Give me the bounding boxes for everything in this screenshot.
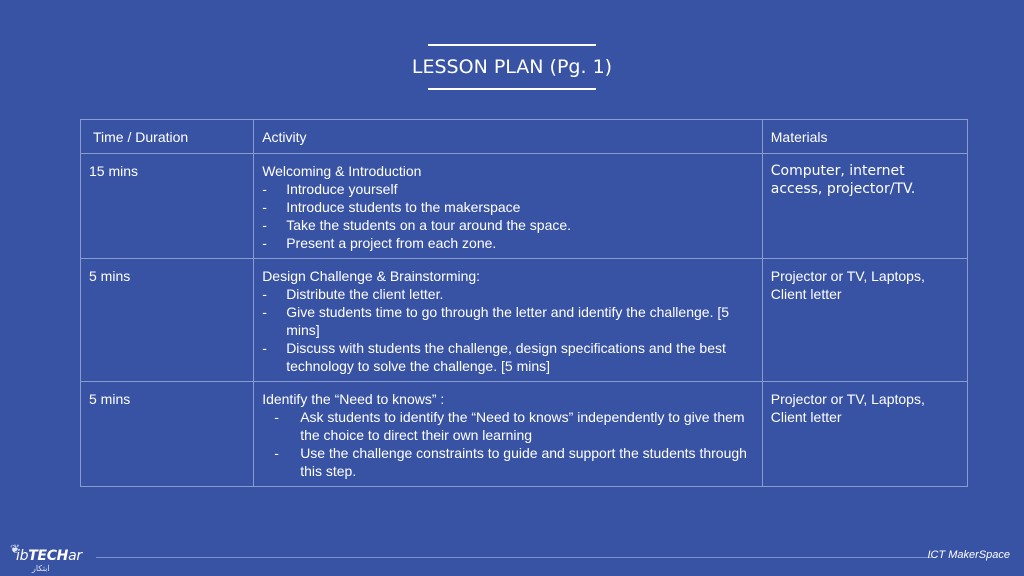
wing-icon: ❦ — [10, 542, 21, 556]
activity-cell — [254, 259, 763, 382]
activity-list — [262, 408, 754, 480]
list-item: - Introduce students to the makerspace — [262, 199, 521, 215]
footer-divider — [96, 557, 932, 558]
activity-list — [262, 285, 754, 375]
table-header-row — [81, 120, 968, 154]
header-materials: Materials — [762, 120, 967, 154]
page-title: LESSON PLAN (Pg. 1) — [411, 56, 613, 78]
list-item: - Use the challenge constraints to guide and support the students through this step. — [274, 445, 747, 479]
logo-arabic-text: ابتكار — [32, 564, 50, 573]
list-item: - Ask students to identify the “Need to knows” independently to give them the choice to direct their own learning — [274, 409, 745, 443]
lesson-plan-table — [80, 119, 968, 487]
materials-cell: Projector or TV, Laptops, Client letter — [762, 259, 967, 382]
list-item: - Give students time to go through the letter and identify the challenge. [5 mins] — [262, 304, 730, 338]
time-cell: 15 mins — [81, 154, 254, 259]
logo-text: ibTECHar — [16, 548, 82, 564]
activity-title: Identify the “Need to knows” : — [262, 391, 445, 407]
materials-cell: Projector or TV, Laptops, Client letter — [762, 382, 967, 487]
title-block — [0, 44, 1024, 90]
activity-cell — [254, 382, 763, 487]
list-item: - Discuss with students the challenge, design specifications and the best technology to solve the challenge. [5 mins] — [262, 340, 726, 374]
title-rule-bottom — [428, 88, 596, 90]
table-row — [81, 382, 968, 487]
table-row — [81, 259, 968, 382]
ibtechar-logo — [10, 540, 92, 574]
activity-list — [262, 180, 754, 252]
footer-label: ICT MakerSpace — [927, 549, 1010, 561]
activity-cell — [254, 154, 763, 259]
list-item: - Take the students on a tour around the space. — [262, 217, 572, 233]
list-item: - Present a project from each zone. — [262, 235, 497, 251]
activity-title: Design Challenge & Brainstorming: — [262, 268, 481, 284]
header-activity: Activity — [254, 120, 763, 154]
list-item: - Distribute the client letter. — [262, 286, 444, 302]
activity-title: Welcoming & Introduction — [262, 163, 422, 179]
table-row — [81, 154, 968, 259]
header-time: Time / Duration — [81, 120, 254, 154]
list-item: - Introduce yourself — [262, 181, 398, 197]
time-cell: 5 mins — [81, 259, 254, 382]
materials-cell: Computer, internet access, projector/TV. — [762, 154, 967, 259]
time-cell: 5 mins — [81, 382, 254, 487]
